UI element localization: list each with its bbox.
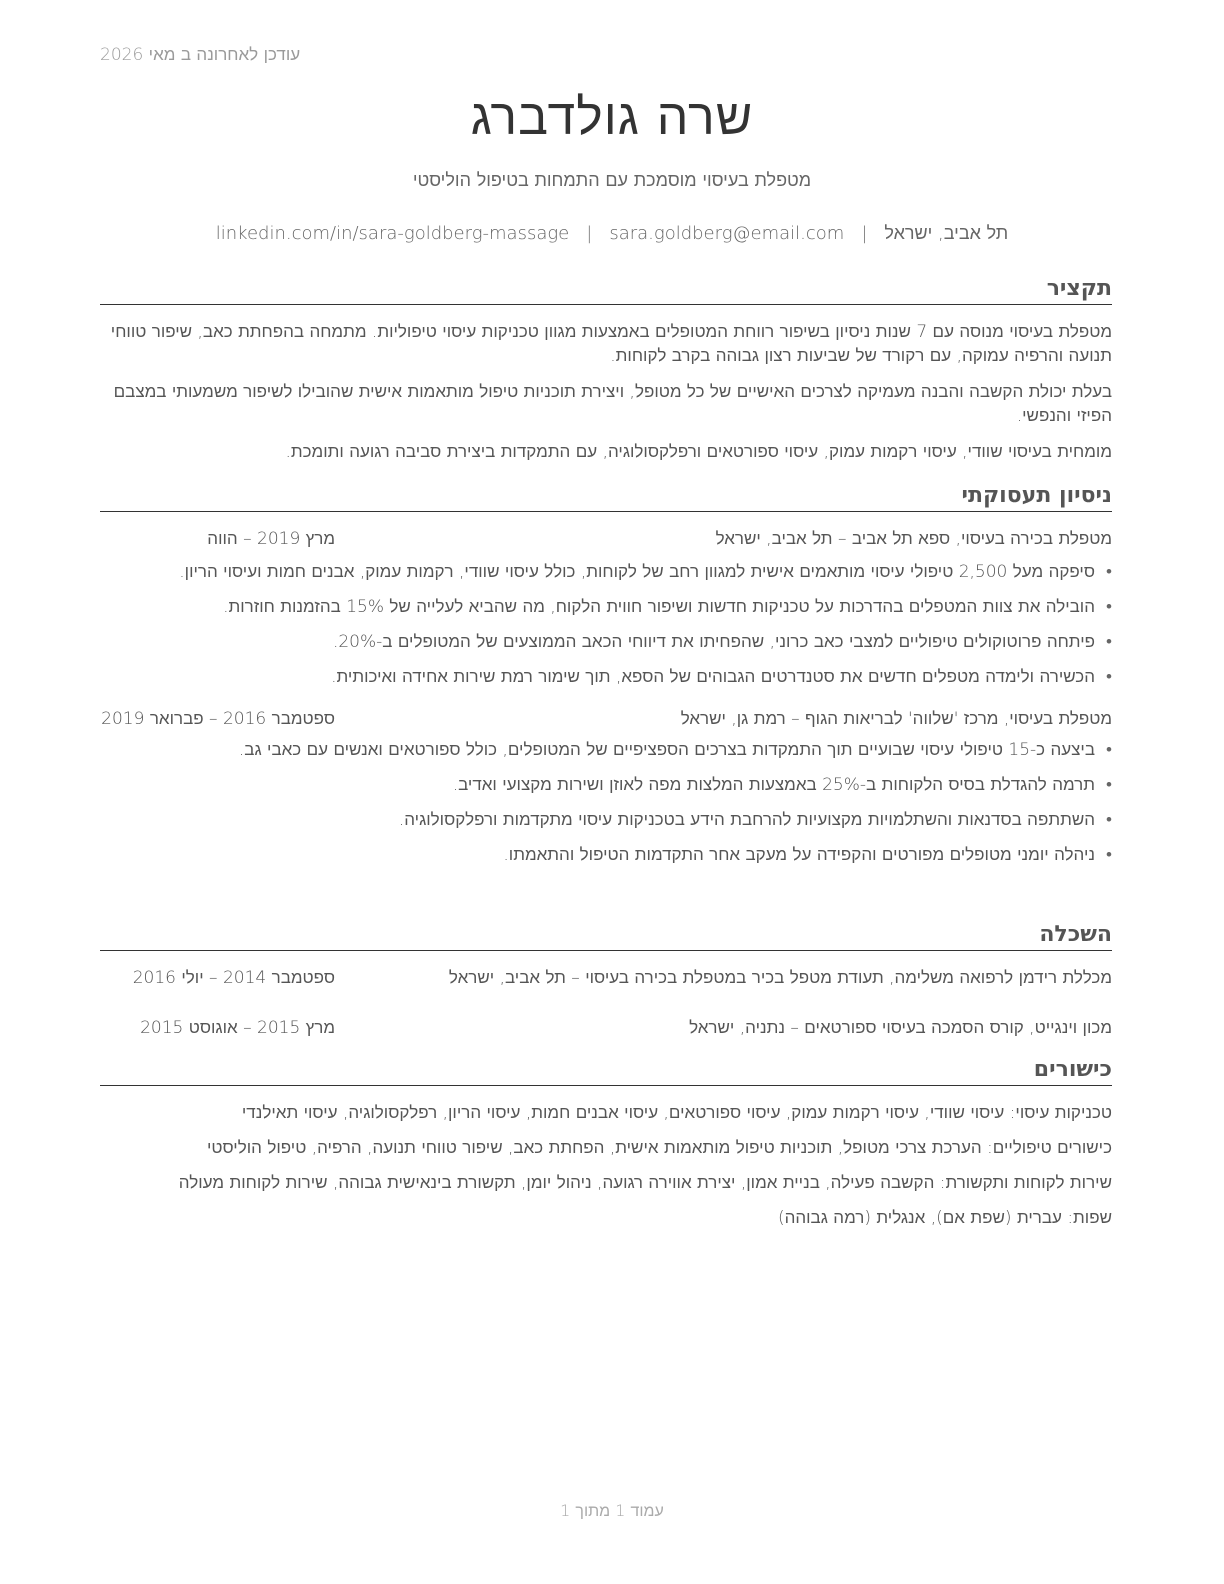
professional-title: מטפלת בעיסוי מוסמכת עם התמחות בטיפול הוליסטי — [412, 170, 812, 191]
contact-location: תל אביב, ישראל — [884, 223, 1009, 244]
education-dates: ספטמבר 2014 – יולי 2016 — [132, 968, 335, 988]
contact-separator: | — [586, 223, 593, 244]
summary-paragraph: מטפלת בעיסוי מנוסה עם 7 שנות ניסיון בשיפור רווחת המטופלים באמצעות מגוון טכניקות עיסוי טיפוליות. מתמחה בהפחתת כאב, שיפור טווחי תנועה והרפיה עמוקה, עם רקורד של שביעות רצון גבוהה בקרב לקוחות. — [110, 322, 1112, 366]
education-entry — [100, 966, 1112, 990]
contact-separator: | — [861, 223, 868, 244]
skills-heading: כישורים — [100, 1057, 1112, 1086]
contact-email[interactable]: sara.goldberg@email.com — [609, 223, 845, 244]
last-updated: עודכן לאחרונה ב מאי 2026 — [100, 45, 301, 65]
education-institution: מכללת רידמן לרפואה משלימה, תעודת מטפל בכיר במטפלת בכירה בעיסוי – תל אביב, ישראל — [448, 968, 1112, 988]
education-entry — [100, 1016, 1112, 1040]
list-item: • סיפקה מעל 2,500 טיפולי עיסוי מותאמים אישית למגוון רחב של לקוחות, כולל עיסוי שוודי, רקמות עמוק, אבנים חמות ועיסוי הריון. — [100, 560, 1112, 584]
list-item: • ביצעה כ-15 טיפולי עיסוי שבועיים תוך התמקדות בצרכים הספציפיים של המטופלים, כולל ספורטאים ואנשים עם כאבי גב. — [100, 738, 1112, 762]
job-role: מטפלת בכירה בעיסוי, ספא תל אביב – תל אביב, ישראל — [715, 529, 1112, 549]
list-item: • ניהלה יומני מטופלים מפורטים והקפידה על מעקב אחר התקדמות הטיפול והתאמתו. — [100, 843, 1112, 867]
skills-line: כישורים טיפוליים: הערכת צרכי מטופל, תוכניות טיפול מותאמות אישית, הפחתת כאב, שיפור טווחי תנועה, הרפיה, טיפול הוליסטי — [206, 1138, 1112, 1158]
education-heading: השכלה — [100, 922, 1112, 951]
contact-linkedin[interactable]: linkedin.com/in/sara-goldberg-massage — [215, 223, 570, 244]
job-role: מטפלת בעיסוי, מרכז 'שלווה' לבריאות הגוף – רמת גן, ישראל — [680, 709, 1112, 729]
skills-line: טכניקות עיסוי: עיסוי שוודי, עיסוי רקמות עמוק, עיסוי ספורטאים, עיסוי אבנים חמות, עיסוי הריון, רפלקסולוגיה, עיסוי תאילנדי — [241, 1103, 1112, 1123]
summary-heading: תקציר — [100, 276, 1112, 305]
skills-line: שפות: עברית (שפת אם), אנגלית (רמה גבוהה) — [777, 1208, 1112, 1228]
experience-heading: ניסיון תעסוקתי — [100, 483, 1112, 512]
skills-line: שירות לקוחות ותקשורת: הקשבה פעילה, בניית אמון, יצירת אווירה רגועה, ניהול יומן, תקשורת בינאישית גבוהה, שירות לקוחות מעולה — [178, 1173, 1112, 1193]
education-dates: מרץ 2015 – אוגוסט 2015 — [140, 1018, 335, 1038]
job-header — [100, 527, 1112, 551]
job-achievements — [100, 738, 1112, 867]
summary-paragraph: מומחית בעיסוי שוודי, עיסוי רקמות עמוק, עיסוי ספורטאים ורפלקסולוגיה, עם התמקדות ביצירת סביבה רגועה ותומכת. — [285, 442, 1112, 462]
contact-line — [0, 223, 1224, 244]
job-entry — [100, 527, 1112, 689]
skills-section — [100, 1057, 1112, 1241]
education-institution: מכון וינגייט, קורס הסמכה בעיסוי ספורטאים – נתניה, ישראל — [689, 1018, 1112, 1038]
job-header — [100, 707, 1112, 731]
education-section — [100, 922, 1112, 1040]
job-dates: ספטמבר 2016 – פברואר 2019 — [101, 709, 335, 729]
list-item: • הכשירה ולימדה מטפלים חדשים את סטנדרטים הגבוהים של הספא, תוך שימור רמת שירות אחידה ואיכותית. — [100, 665, 1112, 689]
list-item: • הובילה את צוות המטפלים בהדרכות על טכניקות חדשות ושיפור חווית הלקוח, מה שהביא לעלייה של 15% בהזמנות חוזרות. — [100, 595, 1112, 619]
summary-section — [100, 276, 1112, 464]
job-entry — [100, 707, 1112, 867]
list-item: • השתתפה בסדנאות והשתלמויות מקצועיות להרחבת הידע בטכניקות עיסוי מתקדמות ורפלקסולוגיה. — [100, 808, 1112, 832]
candidate-name: שרה גולדברג — [470, 88, 754, 146]
job-dates: מרץ 2019 – הווה — [207, 529, 335, 549]
summary-paragraph: בעלת יכולת הקשבה והבנה מעמיקה לצרכים האישיים של כל מטופל, ויצירת תוכניות טיפול מותאמות אישית שהובילו לשיפור משמעותי במצבם הפיזי והנפשי. — [113, 382, 1112, 426]
job-achievements — [100, 560, 1112, 689]
page-number: עמוד 1 מתוך 1 — [560, 1501, 664, 1520]
experience-section — [100, 483, 1112, 878]
list-item: • תרמה להגדלת בסיס הלקוחות ב-25% באמצעות המלצות מפה לאוזן ושירות מקצועי ואדיב. — [100, 773, 1112, 797]
list-item: • פיתחה פרוטוקולים טיפוליים למצבי כאב כרוני, שהפחיתו את דיווחי הכאב הממוצעים של המטופלים ב-20%. — [100, 630, 1112, 654]
